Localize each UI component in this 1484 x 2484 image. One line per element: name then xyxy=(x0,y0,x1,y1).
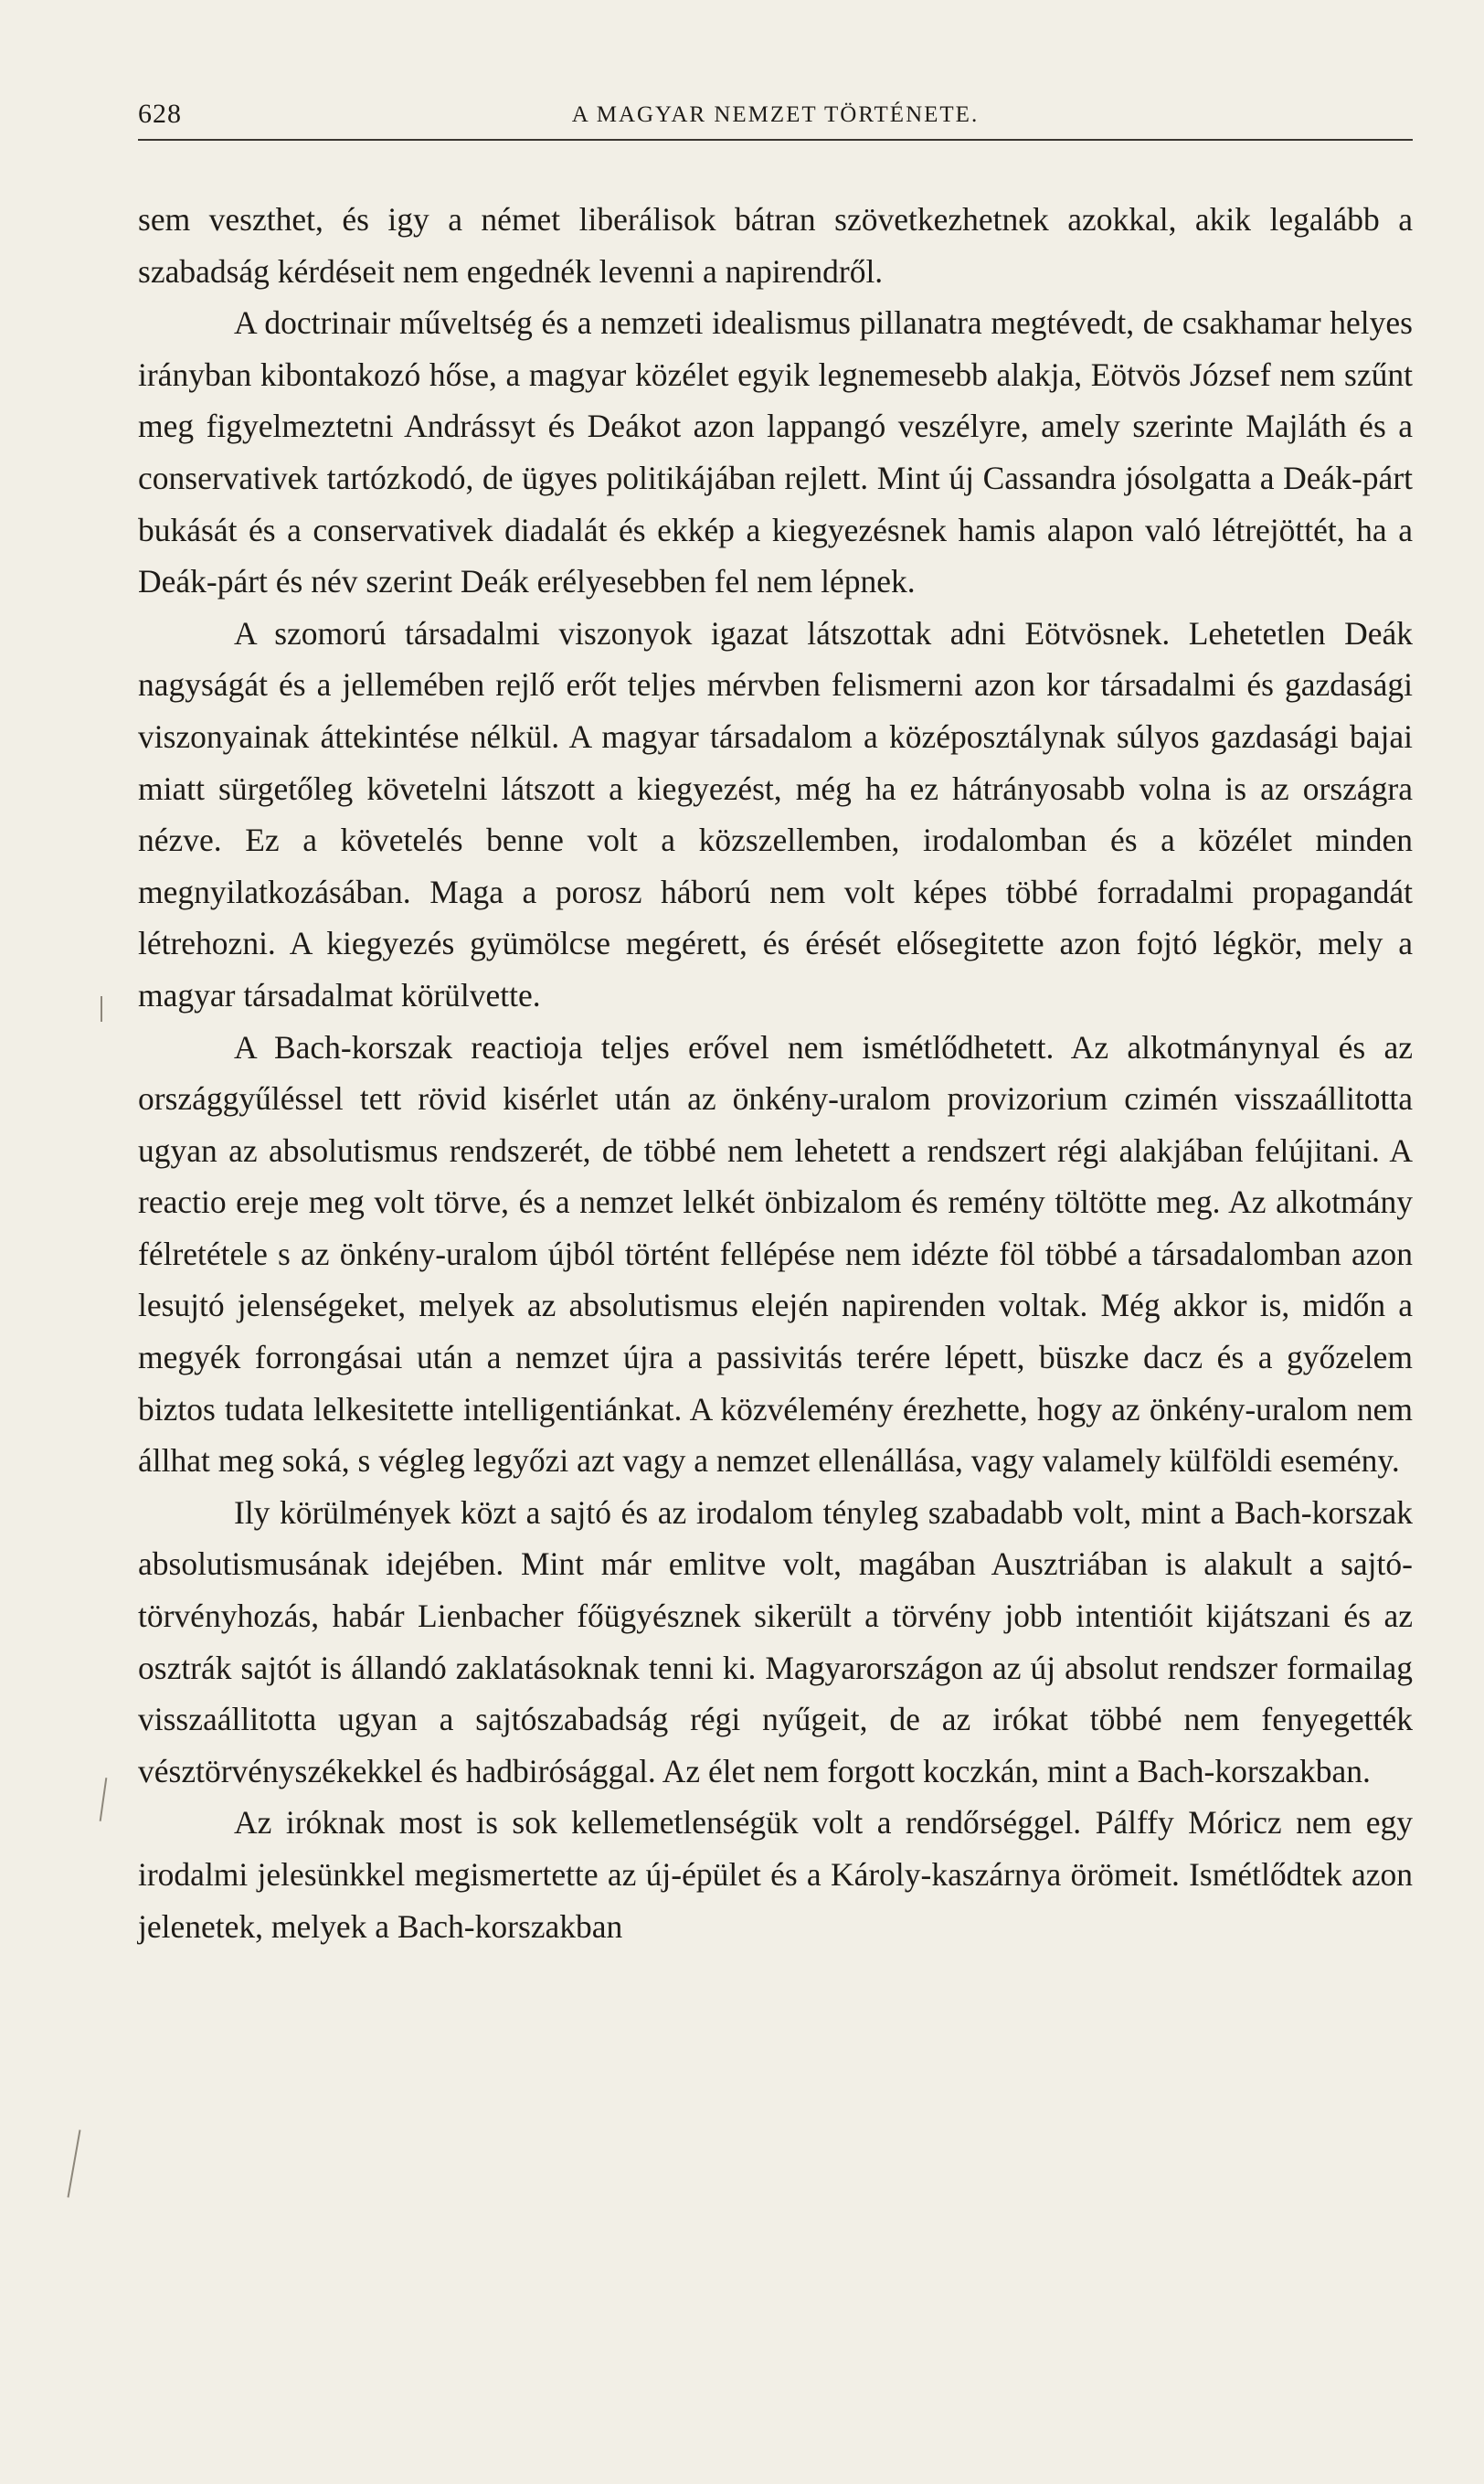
page-number: 628 xyxy=(138,99,182,129)
running-header xyxy=(138,95,1413,141)
paragraph-continued: sem veszthet, és igy a német liberálisok bátran szövetkezhetnek azokkal, akik legalább a szabadság kérdéseit nem engednék levenni a napirendről. xyxy=(138,201,1413,290)
paragraph: A Bach-korszak reactioja teljes erővel nem ismétlődhetett. Az alkotmánynyal és az országgyűléssel tett rövid kisérlet után az önkény-uralom provizorium czimén visszaállitotta ugyan az absolutismus rendszerét, de többé nem lehetett a rendszert régi alakjában felújitani. A reactio ereje meg volt törve, és a nemzet lelkét önbizalom és remény töltötte meg. Az alkotmány félretétele s az önkény-uralom újból történt fellépése nem idézte föl többé a társadalomban azon lesujtó jelenségeket, melyek az absolutismus elején napirenden voltak. Még akkor is, midőn a megyék forrongásai után a nemzet újra a passivitás terére lépett, büszke dacz és a győzelem biztos tudata lelkesitette intelligentiánkat. A közvélemény érezhette, hogy az önkény-uralom nem állhat meg soká, s végleg legyőzi azt vagy a nemzet ellenállása, vagy valamely külföldi esemény. xyxy=(138,1028,1413,1480)
body-text xyxy=(138,194,1413,1952)
margin-pencil-mark xyxy=(68,2129,81,2197)
paragraph: A doctrinair műveltség és a nemzeti idealismus pillanatra megtévedt, de csakhamar helyes irányban kibontakozó hőse, a magyar közélet egyik legnemesebb alakja, Eötvös József nem szűnt meg figyelmeztetni Andrássyt és Deákot azon lappangó veszélyre, amely szerinte Majláth és a conservativek tartózkodó, de ügyes politikájában rejlett. Mint új Cassandra jósolgatta a Deák-párt bukását és a conservativek diadalát és ekkép a kiegyezésnek hamis alapon való létrejöttét, ha a Deák-párt és név szerint Deák erélyesebben fel nem lépnek. xyxy=(138,304,1413,600)
running-title: A MAGYAR NEMZET TÖRTÉNETE. xyxy=(571,102,980,127)
margin-pencil-mark xyxy=(101,996,102,1022)
paragraph: A szomorú társadalmi viszonyok igazat látszottak adni Eötvösnek. Lehetetlen Deák nagyságát és a jellemében rejlő erőt teljes mérvben felismerni azon kor társadalmi és gazdasági viszonyainak áttekintése nélkül. A magyar társadalom a középosztálynak súlyos gazdasági bajai miatt sürgetőleg követelni látszott a kiegyezést, még ha ez hátrányosabb volna is az országra nézve. Ez a követelés benne volt a közszellemben, irodalomban és a közélet minden megnyilatkozásában. Maga a porosz háború nem volt képes többé forradalmi propagandát létrehozni. A kiegyezés gyümölcse megérett, és érését elősegitette azon fojtó légkör, mely a magyar társadalmat körülvette. xyxy=(138,614,1413,1014)
paragraph: Az iróknak most is sok kellemetlenségük volt a rendőrséggel. Pálffy Móricz nem egy irodalmi jelesünkkel megismertette az új-épület és a Károly-kaszárnya örömeit. Ismétlődtek azon jelenetek, melyek a Bach-korszakban xyxy=(138,1804,1413,1945)
paragraph: Ily körülmények közt a sajtó és az irodalom tényleg szabadabb volt, mint a Bach-korszak absolutismusának idejében. Mint már emlitve volt, magában Ausztriában is alakult a sajtó-törvényhozás, habár Lienbacher főügyésznek sikerült a törvény jobb intentióit kijátszani és az osztrák sajtót is állandó zaklatásoknak tenni ki. Magyarországon az új absolut rendszer formailag visszaállitotta ugyan a sajtószabadság régi nyűgeit, de az irókat többé nem fenyegették vésztörvényszékekkel és hadbirósággal. Az élet nem forgott koczkán, mint a Bach-korszakban. xyxy=(138,1493,1413,1789)
margin-pencil-mark xyxy=(100,1778,108,1821)
